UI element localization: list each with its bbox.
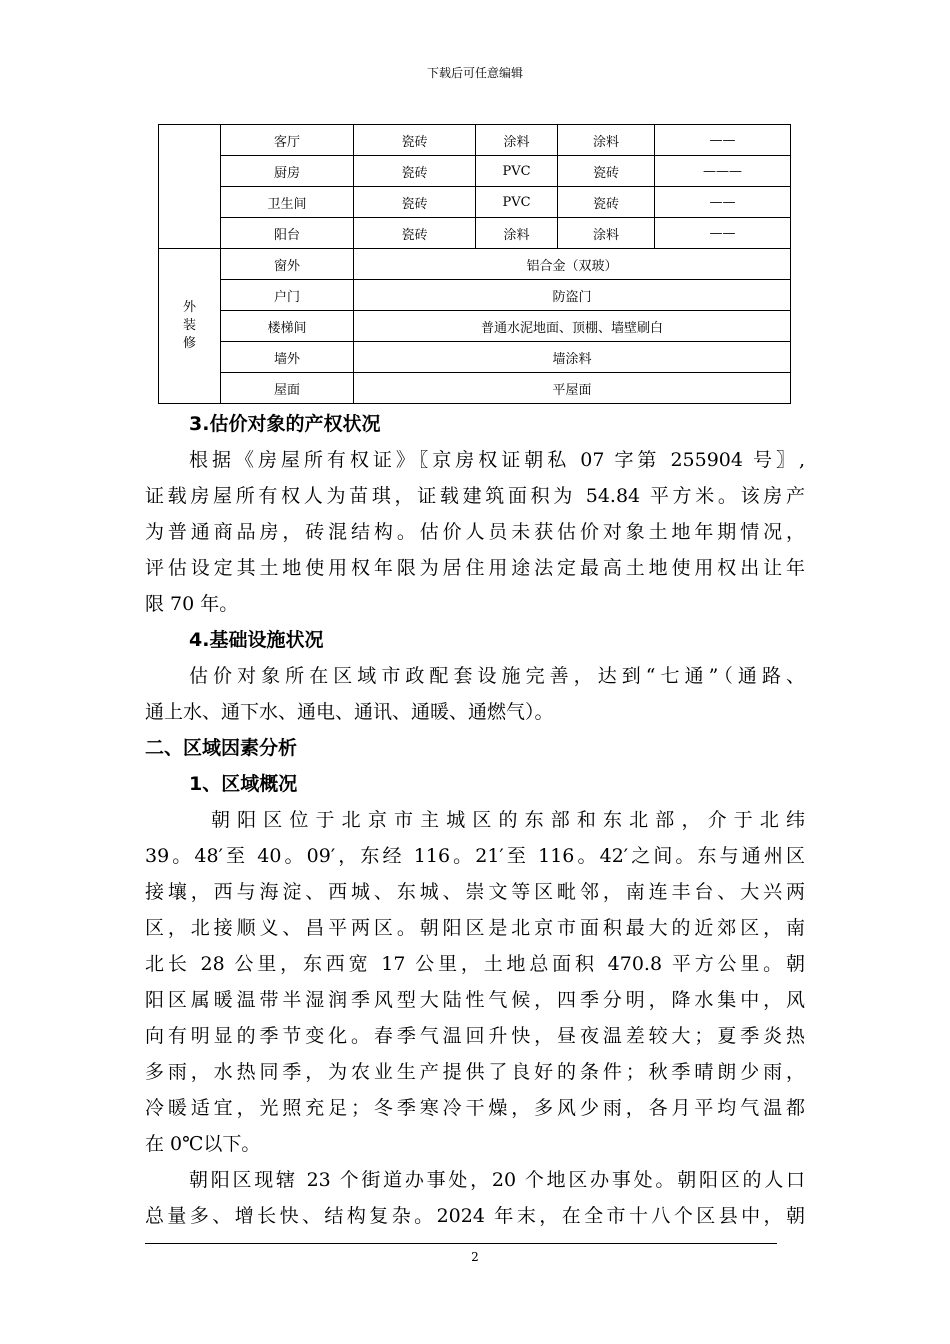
table-row <box>159 156 791 187</box>
exterior-label-char: 装 <box>182 318 196 333</box>
paragraph-line: 限 70 年。 <box>145 593 239 615</box>
paragraph-line: 估价对象所在区域市政配套设施完善，达到“七通”（通路、 <box>189 665 805 687</box>
table-cell: 涂料 <box>476 125 558 156</box>
table-cell: —— <box>655 125 791 156</box>
table-row <box>159 187 791 218</box>
table-cell: 瓷砖 <box>354 187 476 218</box>
room-cell: 厨房 <box>221 156 354 187</box>
paragraph-line: 总量多、增长快、结构复杂。2024 年末，在全市十八个区县中，朝 <box>145 1205 805 1227</box>
paragraph-line: 多雨，水热同季，为农业生产提供了良好的条件；秋季晴朗少雨， <box>145 1061 805 1083</box>
table-cell: 涂料 <box>558 125 655 156</box>
table-cell: 涂料 <box>558 218 655 249</box>
paragraph-line: 在 0℃以下。 <box>145 1133 261 1155</box>
table-row <box>159 311 791 342</box>
page-header: 下载后可任意编辑 <box>426 66 523 80</box>
paragraph-line: 39。48′至 40。09′，东经 116。21′至 116。42′之间。东与通州区 <box>145 845 805 867</box>
table-cell: —— <box>655 187 791 218</box>
table-row <box>159 249 791 280</box>
footer-divider <box>145 1243 777 1244</box>
paragraph-line: 北长 28 公里，东西宽 17 公里，土地总面积 470.8 平方公里。朝 <box>145 953 805 975</box>
exterior-value-cell: 防盗门 <box>354 280 791 311</box>
paragraph-line: 为普通商品房，砖混结构。估价人员未获估价对象土地年期情况， <box>145 521 805 543</box>
paragraph-line: 朝阳区现辖 23 个街道办事处，20 个地区办事处。朝阳区的人口 <box>189 1169 805 1191</box>
table-cell: 瓷砖 <box>354 125 476 156</box>
exterior-item-cell: 窗外 <box>221 249 354 280</box>
room-cell: 阳台 <box>221 218 354 249</box>
exterior-item-cell: 户门 <box>221 280 354 311</box>
room-cell: 客厅 <box>221 125 354 156</box>
decoration-table <box>158 124 791 404</box>
paragraph-line: 区，北接顺义、昌平两区。朝阳区是北京市面积最大的近郊区，南 <box>145 917 805 939</box>
interior-group-cell <box>159 125 221 249</box>
table-row <box>159 373 791 404</box>
paragraph-line: 冷暖适宜，光照充足；冬季寒冷干燥，多风少雨，各月平均气温都 <box>145 1097 805 1119</box>
paragraph-line: 评估设定其土地使用权年限为居住用途法定最高土地使用权出让年 <box>145 557 805 579</box>
table-cell: PVC <box>476 187 558 218</box>
table-cell: 瓷砖 <box>558 156 655 187</box>
table-row <box>159 218 791 249</box>
exterior-value-cell: 铝合金（双玻） <box>354 249 791 280</box>
table-cell: 瓷砖 <box>354 218 476 249</box>
exterior-label-char: 外 <box>182 300 196 315</box>
paragraph-line: 接壤，西与海淀、西城、东城、崇文等区毗邻，南连丰台、大兴两 <box>145 881 805 903</box>
paragraph-line: 根据《房屋所有权证》〖京房权证朝私 07 字第 255904 号〗, <box>189 449 805 471</box>
subsection-title: 1、区域概况 <box>189 773 298 795</box>
exterior-item-cell: 楼梯间 <box>221 311 354 342</box>
document-body <box>145 406 805 1234</box>
table-row <box>159 280 791 311</box>
exterior-item-cell: 墙外 <box>221 342 354 373</box>
table-cell: ——— <box>655 156 791 187</box>
page-number: 2 <box>471 1250 479 1264</box>
table-cell: 涂料 <box>476 218 558 249</box>
exterior-value-cell: 墙涂料 <box>354 342 791 373</box>
exterior-label-char: 修 <box>182 336 196 351</box>
exterior-item-cell: 屋面 <box>221 373 354 404</box>
paragraph-line: 阳区属暖温带半湿润季风型大陆性气候，四季分明，降水集中，风 <box>145 989 805 1011</box>
section-3-title: 3.估价对象的产权状况 <box>189 413 381 435</box>
table-cell: —— <box>655 218 791 249</box>
exterior-value-cell: 平屋面 <box>354 373 791 404</box>
exterior-label-cell <box>159 249 221 404</box>
table-cell: 瓷砖 <box>558 187 655 218</box>
exterior-value-cell: 普通水泥地面、顶棚、墙壁刷白 <box>354 311 791 342</box>
paragraph-line: 证载房屋所有权人为苗琪，证载建筑面积为 54.84 平方米。该房产 <box>145 485 805 507</box>
part-2-title: 二、区域因素分析 <box>145 737 298 759</box>
table-cell: PVC <box>476 156 558 187</box>
section-4-title: 4.基础设施状况 <box>189 629 324 651</box>
paragraph-line: 通上水、通下水、通电、通讯、通暖、通燃气）。 <box>145 701 554 723</box>
room-cell: 卫生间 <box>221 187 354 218</box>
table-row <box>159 125 791 156</box>
paragraph-line: 向有明显的季节变化。春季气温回升快，昼夜温差较大；夏季炎热 <box>145 1025 805 1047</box>
paragraph-line: 朝阳区位于北京市主城区的东部和东北部，介于北纬 <box>211 809 805 831</box>
table-cell: 瓷砖 <box>354 156 476 187</box>
table-row <box>159 342 791 373</box>
